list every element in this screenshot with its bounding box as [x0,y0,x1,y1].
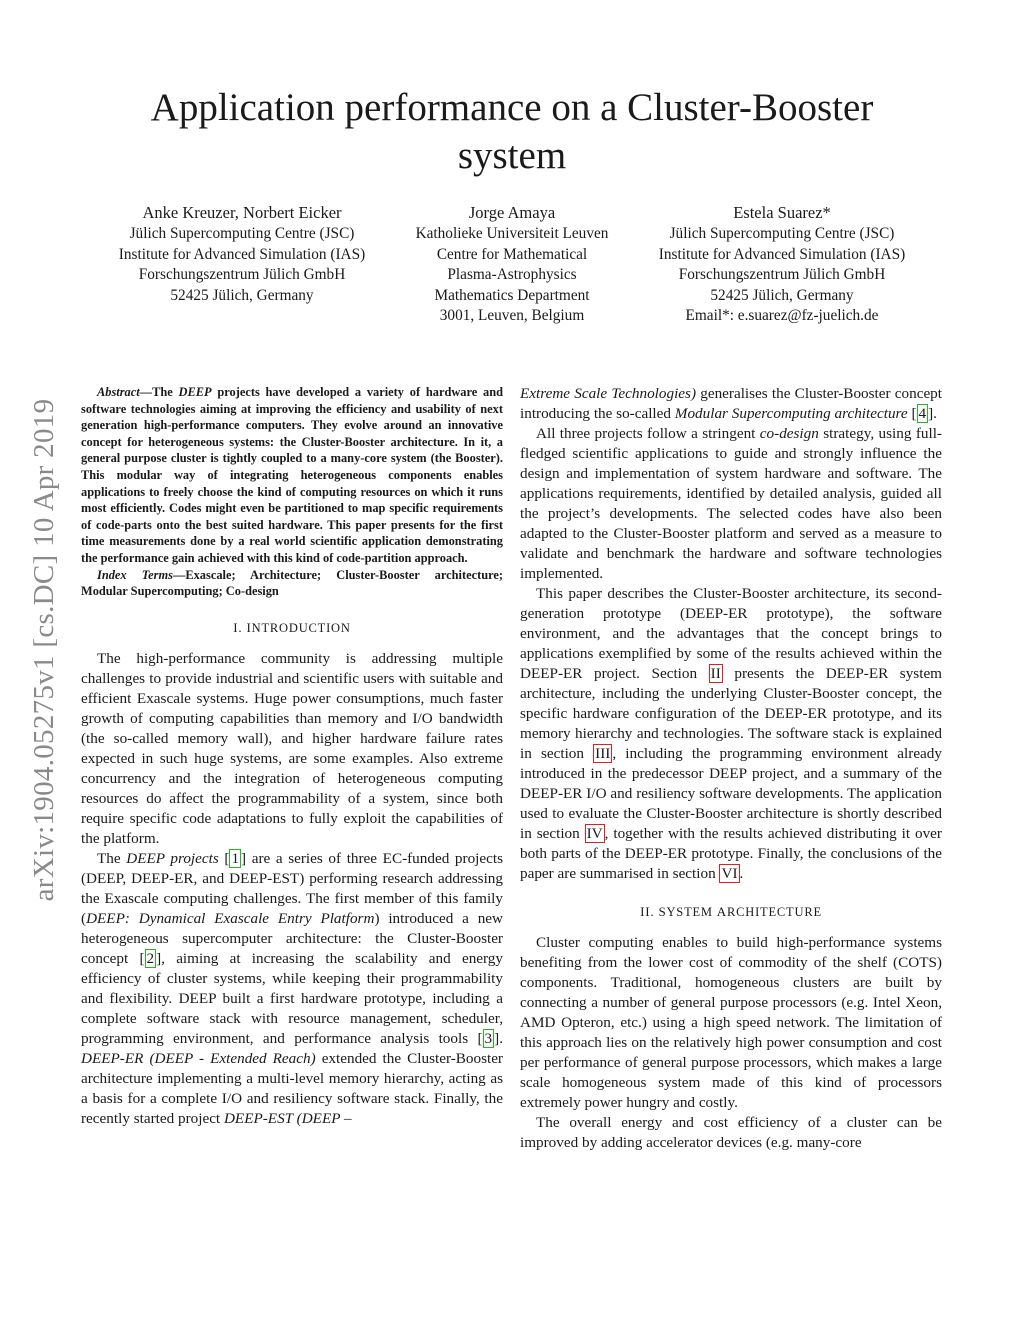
email-line: Email*: e.suarez@fz-juelich.de [685,307,879,325]
section-link[interactable]: VI [721,865,738,882]
intro-paragraph-2-continued: Extreme Scale Technologies) generalises the Cluster-Booster concept introducing the so-called Modular Supercomputing architecture [ 4 ]. [520,385,942,422]
sysarch-paragraph-1: Cluster computing enables to build high-performance systems benefiting from the lower cost of commodity of the shelf (COTS) components. Traditional, homogeneous clusters are built by connecting a number of general purpose processors (e.g. Intel Xeon, AMD Opteron, etc.) using a high speed network. The limitation of this approach lies on the relatively high power consumption and cost per performance of general purpose processors, which makes a large scale homogeneous system made of this kind of processors extremely power hungry and costly. [520,934,942,1111]
affiliation-line: Institute for Advanced Simulation (IAS) [658,245,906,263]
section-link[interactable]: II [710,665,721,682]
section-heading-system-architecture: II. SYSTEM ARCHITECTURE [640,904,822,919]
affiliation-line: 52425 Jülich, Germany [710,286,854,304]
sysarch-paragraph-2: The overall energy and cost efficiency of a cluster can be improved by adding accelerator devices (e.g. many-core [520,1114,942,1151]
author-block-kuleuven [392,202,632,327]
section-heading-introduction: I. INTRODUCTION [233,619,351,635]
author-name: Jorge Amaya [468,203,556,222]
affiliation-line: Jülich Supercomputing Centre (JSC) [129,225,355,242]
right-column [520,384,942,1153]
index-terms: Index Terms—Exascale; Architecture; Cluster-Booster architecture; Modular Supercomputing; Co-design [81,567,503,599]
abstract: Abstract—The DEEP projects have developed a variety of hardware and software technologies aiming at improving the efficiency and usability of next generation high-performance computers. They evolve around an innovative concept for heterogeneous systems: the Cluster-Booster architecture. In it, a general purpose cluster is tightly coupled to a many-core system (the Booster). This modular way of integrating heterogeneous components enables applications to freely choose the kind of computing resources on which it runs most efficiently. Codes might even be partitioned to map specific requirements of code-parts onto the best suited hardware. This paper presents for the first time measurements done by a real world scientific application demonstrating the performance gain achieved with this kind of code-partition approach. [81,385,503,565]
author-name: Estela Suarez* [733,203,831,222]
affiliation-line: Forschungszentrum Jülich GmbH [678,266,886,284]
affiliation-line: Institute for Advanced Simulation (IAS) [118,245,366,263]
intro-paragraph-1: The high-performance community is addressing multiple challenges to provide industrial and scientific users with suitable and efficient Exascale systems. Huge power consumptions, much faster growth of computing capabilities than memory and I/O bandwidth (the so-called memory wall), and higher hardware failure rates expected in such huge systems, are some examples. Also extreme concurrency and the integration of heterogeneous computing resources do affect the programmability of a system, since both require specific code adaptations to fully exploit the capabilities of the platform. [81,649,503,847]
affiliation-line: Katholieke Universiteit Leuven [415,225,609,242]
citation-link[interactable]: 3 [484,1029,493,1047]
left-column [81,384,503,1129]
arxiv-identifier: arXiv:1904.05275v1 [cs.DC] 10 Apr 2019 [28,398,60,902]
affiliation-line: Forschungszentrum Jülich GmbH [138,266,346,284]
citation-link[interactable]: 2 [146,949,155,967]
author-block-suarez [632,202,932,327]
section-link[interactable]: IV [586,825,603,842]
affiliation-line: Centre for Mathematical [436,245,588,263]
author-name: Anke Kreuzer, Norbert Eicker [142,203,342,222]
arxiv-side-stamp [26,350,62,950]
affiliation-line: Jülich Supercomputing Centre (JSC) [669,225,895,242]
affiliation-line: 3001, Leuven, Belgium [439,307,585,325]
abstract-label: Abstract— [97,385,153,399]
intro-paragraph-4: This paper describes the Cluster-Booster architecture, its second-generation prototype (DEEP-ER prototype), the software environment, and the advantages that the concept brings to applications exemplified by some of the results achieved within the DEEP-ER project. Section II presents the DEEP-ER system architecture, including the underlying Cluster-Booster concept, the specific hardware configuration of the DEEP-ER prototype, and its memory hierarchy and technologies. The software stack is explained in section III , including the programming environment already introduced in the predecessor DEEP project, and a summary of the DEEP-ER I/O and resiliency software developments. The application used to evaluate the Cluster-Booster architecture is shortly described in section IV , together with the results achieved distributing it over both parts of the DEEP-ER prototype. Finally, the conclusions of the paper are summarised in section VI . [520,585,942,882]
affiliation-line: 52425 Jülich, Germany [170,286,314,304]
author-block-jsc [92,202,392,306]
page-title: Application performance on a Cluster-Booster system [150,86,874,177]
intro-paragraph-3: All three projects follow a stringent co-design strategy, using full-fledged scientific applications to guide and strongly influence the design and implementation of system hardware and software. The applications requirements, identified by detailed analysis, guided all the project’s developments. The selected codes have also been adapted to the Cluster-Booster platform and served as a measure to validate and benchmark the hardware and software technologies implemented. [520,425,942,582]
section-link[interactable]: III [595,745,611,762]
citation-link[interactable]: 4 [918,405,927,422]
affiliation-line: Mathematics Department [434,286,590,304]
citation-link[interactable]: 1 [231,849,240,867]
affiliation-line: Plasma-Astrophysics [447,266,577,284]
intro-paragraph-2: The DEEP projects [ 1 ] are a series of three EC-funded projects (DEEP, DEEP-ER, and DEEP-EST) performing research addressing the Exascale computing challenges. The first member of this family (DEEP: Dynamical Exascale Entry Platform) introduced a new heterogeneous supercomputer architecture: the Cluster-Booster concept [ 2 ], aiming at increasing the scalability and energy efficiency of cluster systems, while keeping their programmability and flexibility. DEEP built a first hardware prototype, including a complete software stack with resource management, scheduler, programming environment, and performance analysis tools [ 3 ]. DEEP-ER (DEEP - Extended Reach) extended the Cluster-Booster architecture implementing a multi-level memory hierarchy, acting as a basis for a complete I/O and resiliency software stack. Finally, the recently started project DEEP-EST (DEEP – [81,849,503,1127]
index-terms-label: Index Terms [97,567,173,582]
